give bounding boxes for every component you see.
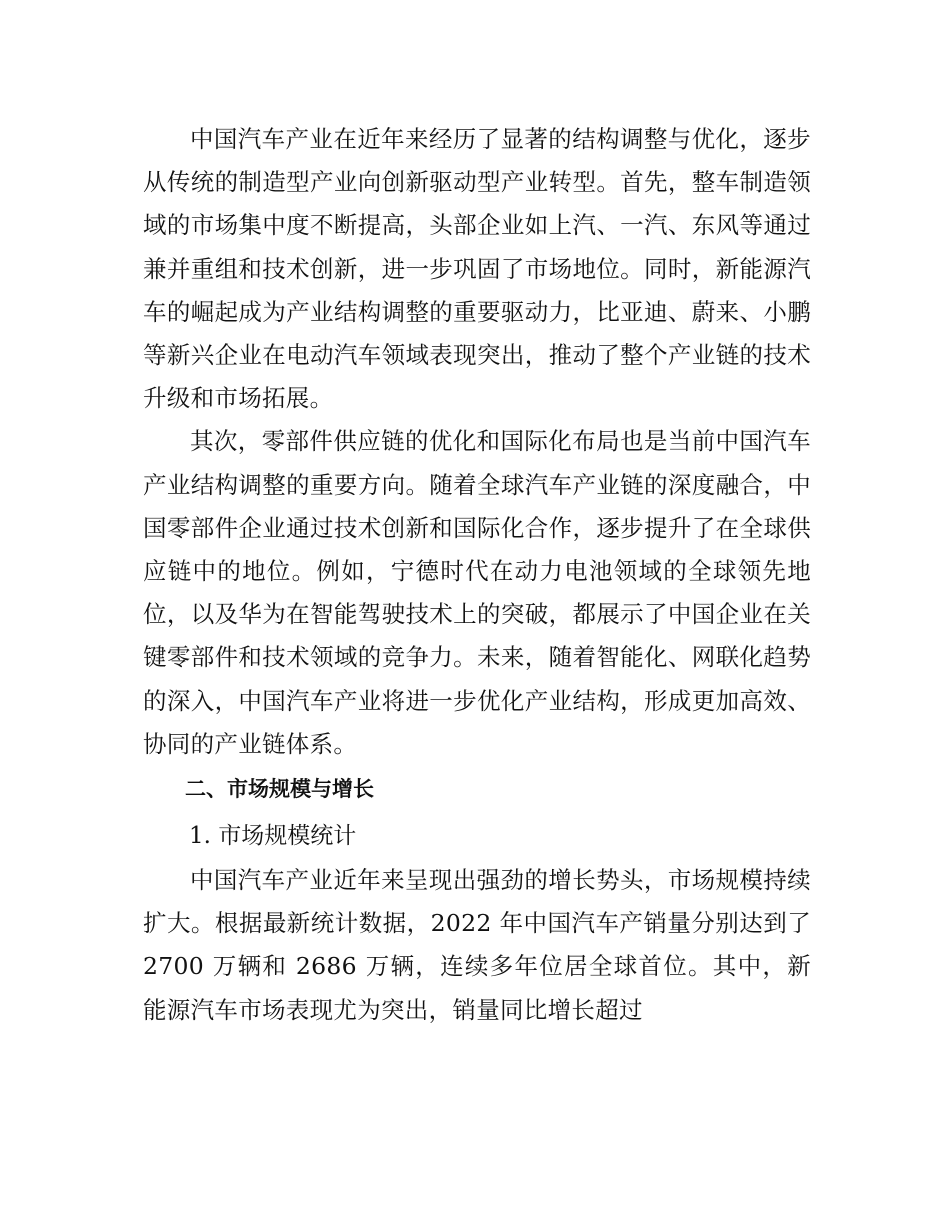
paragraph-market-size: 中国汽车产业近年来呈现出强劲的增长势头，市场规模持续扩大。根据最新统计数据，2022 年中国汽车产销量分别达到了 2700 万辆和 2686 万辆，连续多年位居全球首位。其中，新能源汽车市场表现尤为突出，销量同比增长超过 (143, 866, 811, 1024)
section-heading: 二、市场规模与增长 (185, 777, 374, 802)
paragraph-supply-chain: 其次，零部件供应链的优化和国际化布局也是当前中国汽车产业结构调整的重要方向。随着全球汽车产业链的深度融合，中国零部件企业通过技术创新和国际化合作，逐步提升了在全球供应链中的地位。例如，宁德时代在动力电池领域的全球领先地位，以及华为在智能驾驶技术上的突破，都展示了中国企业在关键零部件和技术领域的竞争力。未来，随着智能化、网联化趋势的深入，中国汽车产业将进一步优化产业结构，形成更加高效、协同的产业链体系。 (143, 427, 811, 758)
paragraph-industry-structure: 中国汽车产业在近年来经历了显著的结构调整与优化，逐步从传统的制造型产业向创新驱动型产业转型。首先，整车制造领域的市场集中度不断提高，头部企业如上汽、一汽、东风等通过兼并重组和技术创新，进一步巩固了市场地位。同时，新能源汽车的崛起成为产业结构调整的重要驱动力，比亚迪、蔚来、小鹏等新兴企业在电动汽车领域表现突出，推动了整个产业链的技术升级和市场拓展。 (143, 125, 811, 413)
document-page (143, 118, 811, 1032)
subsection-heading: 1. 市场规模统计 (189, 823, 357, 850)
